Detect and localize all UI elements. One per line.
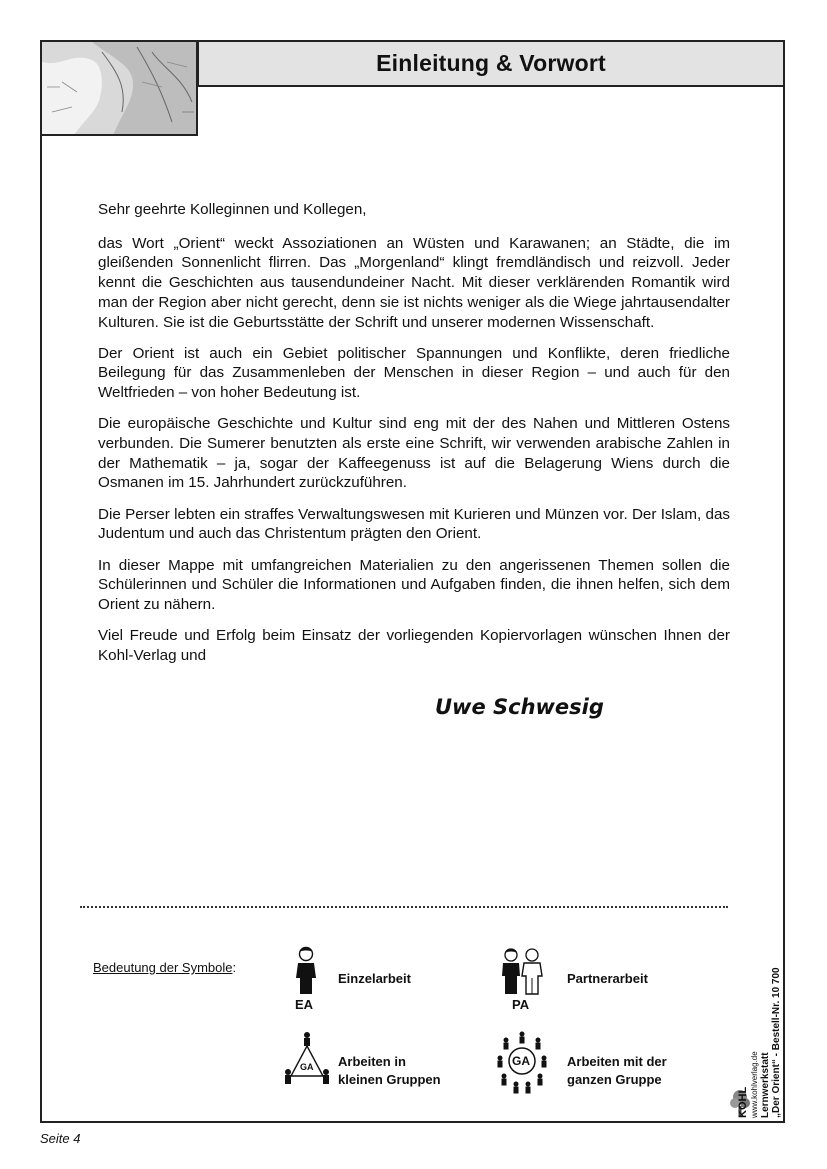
letter-body xyxy=(98,200,730,677)
legend-text-line: Arbeiten mit der xyxy=(567,1054,667,1069)
sidebar-url: www.kohlverlag.de xyxy=(750,1051,759,1118)
paragraph: Die europäische Geschichte und Kultur sind eng mit der des Nahen und Mittleren Ostens verbunden. Die Sumerer benutzten als erste eine Schrift, wir verwenden arabische Zahlen in der Mathematik – ja, sogar der Kaffeegenuss ist auf die Belagerung Wiens durch die Osmanen im 15. Jahrhundert zurückzuführen. xyxy=(98,415,730,492)
legend-text-line: kleinen Gruppen xyxy=(338,1072,441,1087)
legend-text-ga-small xyxy=(338,1053,441,1089)
publisher-logo-text: KOHL xyxy=(737,1086,749,1118)
code-pa: PA xyxy=(512,997,530,1012)
single-person-icon xyxy=(292,944,320,996)
two-persons-icon xyxy=(499,946,545,996)
greeting: Sehr geehrte Kolleginnen und Kollegen, xyxy=(98,201,367,218)
page-title: Einleitung & Vorwort xyxy=(376,50,606,76)
code-ea: EA xyxy=(295,997,314,1012)
divider xyxy=(80,906,728,908)
paragraph: Der Orient ist auch ein Gebiet politischer Spannungen und Konflikte, deren friedliche Beilegung für das Zusammenleben der Menschen in dieser Region – und auch für den Weltfrieden – von hoher Bedeutung ist. xyxy=(98,344,730,402)
legend-label-colon: : xyxy=(232,960,237,975)
sidebar-vertical-info xyxy=(738,967,782,1118)
small-group-triangle-icon xyxy=(283,1030,331,1088)
legend-text-ea: Einzelarbeit xyxy=(338,971,411,986)
sidebar-series: Lernwerkstatt xyxy=(760,1052,771,1118)
paragraph: Die Perser lebten ein straffes Verwaltungswesen mit Kurieren und Münzen vor. Der Islam, das Judentum und auch das Christentum prägten den Orient. xyxy=(98,505,730,543)
legend-text-line: ganzen Gruppe xyxy=(567,1072,662,1087)
code-ga-small: GA xyxy=(300,1062,314,1072)
legend-text-pa: Partnerarbeit xyxy=(567,971,648,986)
map-image-icon xyxy=(42,42,198,136)
legend-label xyxy=(93,960,236,975)
legend-text-line: Arbeiten in xyxy=(338,1054,406,1069)
paragraph: Viel Freude und Erfolg beim Einsatz der vorliegenden Kopiervorlagen wünschen Ihnen der Kohl-Verlag und xyxy=(98,627,730,664)
page-number: Seite 4 xyxy=(40,1131,81,1146)
signature: Uwe Schwesig xyxy=(435,695,604,719)
paragraph: das Wort „Orient“ weckt Assoziationen an Wüsten und Karawanen; an Städte, die im gleißenden Sonnenlicht flirren. Das „Morgenland“ klingt fremdländisch und reizvoll. Jeder kennt die Geschichten aus tausendundeiner Nacht. Mit dieser verklärenden Romantik wird man der Region aber nicht gerecht, denn sie ist nichts weniger als die Wiege jahrtausendalter Kulturen. Sie ist die Geburtsstätte der Schrift und unserer modernen Wissenschaft. xyxy=(98,234,730,331)
legend-text-ga-whole xyxy=(567,1053,667,1089)
legend-label-text: Bedeutung der Symbole xyxy=(93,960,233,975)
code-ga-whole: GA xyxy=(512,1054,530,1068)
paragraph: In dieser Mappe mit umfangreichen Materialien zu den angerissenen Themen sollen die Schülerinnen und Schüler die Informationen und Aufgaben finden, die ihnen helfen, sich dem Orient zu nähern. xyxy=(98,556,730,613)
map-thumbnail xyxy=(40,40,198,136)
title-bar xyxy=(197,40,785,87)
sidebar-order-number: „Der Orient“ - Bestell-Nr. 10 700 xyxy=(771,967,782,1118)
